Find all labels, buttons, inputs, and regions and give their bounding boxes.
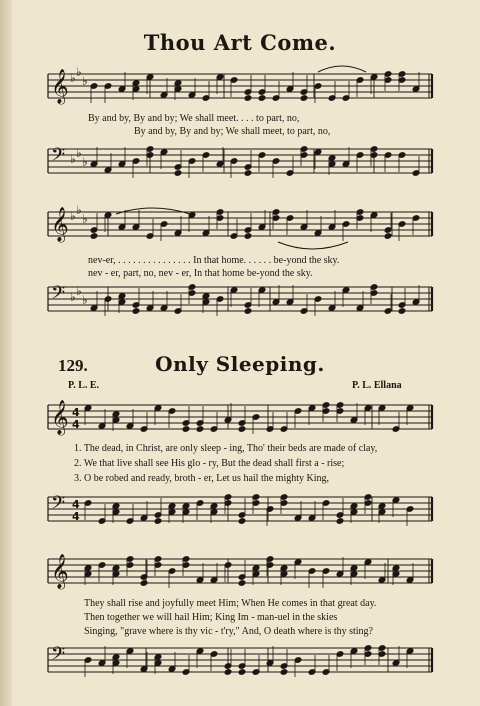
verse-2: 2. We that live shall see His glo - ry, But the dead shall first a - rise; (74, 458, 345, 469)
time-signature: 4 (72, 418, 80, 431)
slur (278, 242, 348, 249)
verse-3: 3. O be robed and ready, broth - er, Let us hail the mighty King, (74, 473, 329, 484)
flat-sign-icon: ♭ (76, 65, 82, 79)
flat-sign-icon: ♭ (70, 290, 76, 304)
flat-sign-icon: ♭ (82, 293, 88, 307)
flat-sign-icon: ♭ (82, 74, 88, 88)
note-head (154, 518, 162, 525)
hymn-number: 129. (58, 356, 88, 375)
time-signature: 4 (72, 510, 80, 523)
bass-clef-icon: 𝄢 (51, 283, 66, 308)
treble-clef-icon: 𝄞 (51, 69, 69, 104)
credit-music: P. L. Ellana (352, 380, 402, 391)
treble-clef-icon: 𝄞 (51, 554, 69, 589)
note-head (336, 518, 344, 525)
note-head (90, 233, 98, 240)
bass-clef-icon: 𝄢 (51, 145, 66, 170)
note-head (238, 518, 246, 525)
flat-sign-icon: ♭ (70, 152, 76, 166)
treble-clef-icon: 𝄞 (51, 207, 69, 242)
flat-sign-icon: ♭ (76, 203, 82, 217)
lyric-top-s1-line2: By and by, By and by; We shall meet, to part, no, (134, 126, 331, 137)
note-head (300, 95, 308, 102)
flat-sign-icon: ♭ (76, 284, 82, 298)
note-head (182, 426, 190, 433)
credit-words: P. L. E. (68, 380, 100, 391)
note-head (280, 669, 288, 676)
note-head (238, 580, 246, 587)
slur (318, 66, 366, 72)
note-head (398, 308, 406, 315)
lyric-top-s2-line2: nev - er, part, no, nev - er, In that home be-yond the sky. (88, 268, 313, 279)
note-head (384, 233, 392, 240)
note-head (258, 95, 266, 102)
note-head (244, 308, 252, 315)
lyric-top-s2-line1: nev-er, . . . . . . . . . . . . . . . In that home. . . . . . be-yond the sky. (88, 255, 340, 266)
flat-sign-icon: ♭ (70, 71, 76, 85)
note-head (244, 95, 252, 102)
refrain-line-1: They shall rise and joyfully meet Him; When He comes in that great day. (84, 598, 377, 609)
treble-clef-icon: 𝄞 (51, 400, 69, 435)
note-head (238, 669, 246, 676)
hymn-title-thou-art-come: Thou Art Come. (143, 30, 337, 55)
time-signature: 4 (72, 406, 80, 419)
bass-clef-icon: 𝄢 (51, 493, 66, 518)
refrain-line-2: Then together we will hail Him; King Im - man-uel in the skies (84, 612, 338, 623)
lyric-top-s1-line1: By and by, By and by; We shall meet. . . . to part, no, (88, 113, 300, 124)
note-head (140, 580, 148, 587)
bass-clef-icon: 𝄢 (51, 644, 66, 669)
hymn-title-only-sleeping: Only Sleeping. (155, 352, 325, 376)
note-head (224, 669, 232, 676)
note-head (132, 308, 140, 315)
flat-sign-icon: ♭ (70, 209, 76, 223)
note-head (244, 233, 252, 240)
flat-sign-icon: ♭ (82, 212, 88, 226)
note-head (174, 170, 182, 177)
note-head (196, 426, 204, 433)
time-signature: 4 (72, 498, 80, 511)
note-head (244, 170, 252, 177)
note-head (238, 426, 246, 433)
slur (116, 208, 190, 214)
flat-sign-icon: ♭ (76, 146, 82, 160)
refrain-line-3: Singing, "grave where is thy vic - t'ry," And, O death where is thy sting? (84, 626, 373, 637)
verse-1: 1. The dead, in Christ, are only sleep - ing, Tho' their beds are made of clay, (74, 443, 378, 454)
flat-sign-icon: ♭ (82, 155, 88, 169)
